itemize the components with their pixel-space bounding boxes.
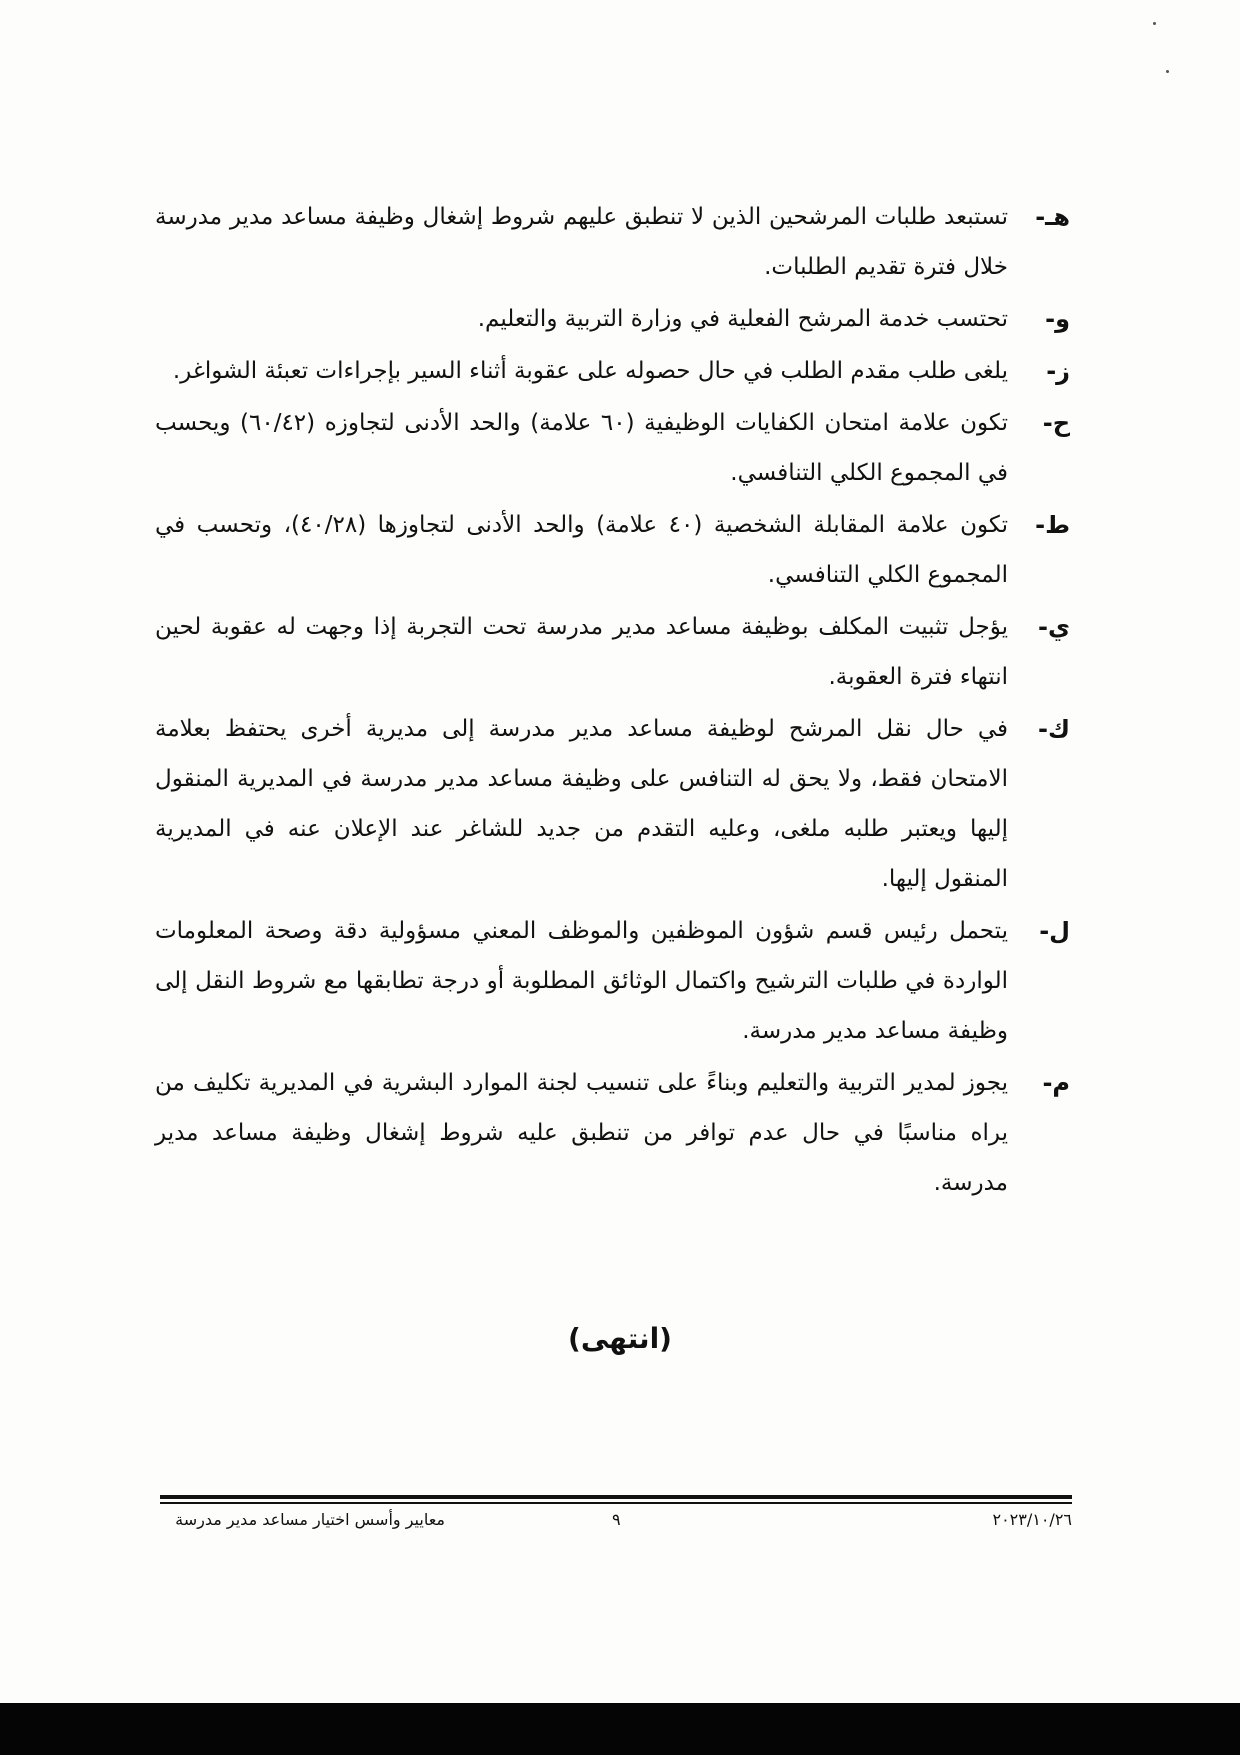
footer-rule-thick [160, 1495, 1072, 1499]
clause-item [155, 602, 1070, 702]
clause-item [155, 398, 1070, 498]
footer-date: ٢٠٢٣/١٠/٢٦ [992, 1510, 1072, 1529]
clause-text: تحتسب خدمة المرشح الفعلية في وزارة التربية والتعليم. [477, 306, 1008, 332]
clause-marker: ح- [1042, 409, 1070, 437]
clause-text: تكون علامة امتحان الكفايات الوظيفية (٦٠ علامة) والحد الأدنى لتجاوزه (٦٠/٤٢) ويحسب في المجموع الكلي التنافسي. [155, 410, 1008, 486]
clause-text: يجوز لمدير التربية والتعليم وبناءً على تنسيب لجنة الموارد البشرية في المديرية تكليف من يراه مناسبًا في حال عدم توافر من تنطبق عليه شروط إشغال وظيفة مساعد مدير مدرسة. [155, 1070, 1008, 1196]
clause-marker: هـ- [1035, 203, 1070, 231]
clause-marker: ك- [1038, 715, 1070, 743]
clause-item [155, 294, 1070, 344]
clause-item [155, 906, 1070, 1056]
clause-text: يتحمل رئيس قسم شؤون الموظفين والموظف المعني مسؤولية دقة وصحة المعلومات الواردة في طلبات الترشيح واكتمال الوثائق المطلوبة أو درجة تطابقها مع شروط النقل إلى وظيفة مساعد مدير مدرسة. [155, 918, 1008, 1044]
clause-marker: م- [1042, 1069, 1070, 1097]
clause-marker: ط- [1035, 511, 1070, 539]
clause-marker: ز- [1046, 357, 1070, 385]
page-number: ٩ [612, 1510, 621, 1529]
clause-text: تكون علامة المقابلة الشخصية (٤٠ علامة) والحد الأدنى لتجاوزها (٤٠/٢٨)، وتحسب في المجموع الكلي التنافسي. [155, 512, 1008, 588]
clause-item [155, 346, 1070, 396]
footer-title: معايير وأسس اختيار مساعد مدير مدرسة [175, 1510, 445, 1529]
scan-speck [1166, 70, 1169, 73]
scan-speck [1153, 22, 1156, 25]
end-mark: (انتهى) [568, 1322, 672, 1355]
clause-marker: ل- [1039, 917, 1070, 945]
clause-list [155, 192, 1070, 1210]
clause-text: يلغى طلب مقدم الطلب في حال حصوله على عقوبة أثناء السير بإجراءات تعبئة الشواغر. [172, 358, 1008, 384]
footer-rule-thin [160, 1502, 1072, 1504]
clause-text: يؤجل تثبيت المكلف بوظيفة مساعد مدير مدرسة تحت التجربة إذا وجهت له عقوبة لحين انتهاء فترة العقوبة. [155, 614, 1008, 690]
clause-text: تستبعد طلبات المرشحين الذين لا تنطبق عليهم شروط إشغال وظيفة مساعد مدير مدرسة خلال فترة تقديم الطلبات. [155, 204, 1008, 280]
clause-marker: ي- [1038, 613, 1070, 641]
scanner-bottom-edge [0, 1703, 1240, 1755]
clause-item [155, 192, 1070, 292]
clause-item [155, 1058, 1070, 1208]
clause-text: في حال نقل المرشح لوظيفة مساعد مدير مدرسة إلى مديرية أخرى يحتفظ بعلامة الامتحان فقط، ولا يحق له التنافس على وظيفة مساعد مدير مدرسة في المديرية المنقول إليها ويعتبر طلبه ملغى، وعليه التقدم من جديد للشاغر عند الإعلان عنه في المديرية المنقول إليها. [155, 716, 1008, 892]
clause-item [155, 704, 1070, 904]
clause-item [155, 500, 1070, 600]
clause-marker: و- [1045, 305, 1070, 333]
